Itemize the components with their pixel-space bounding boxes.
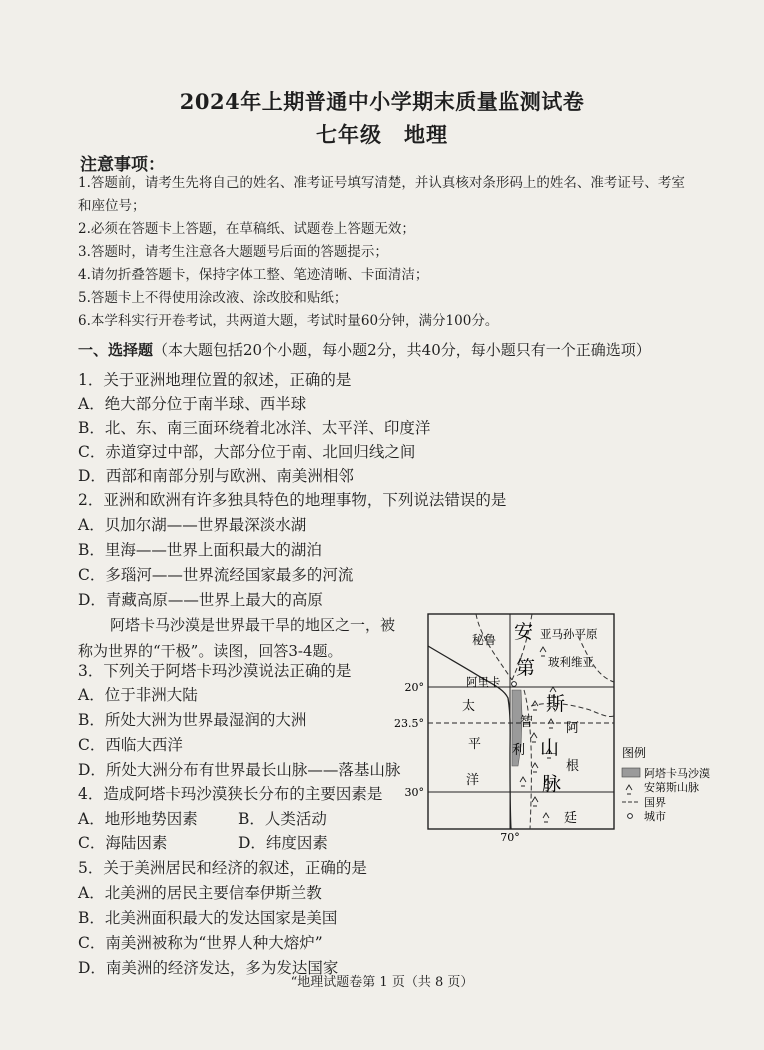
pacific-char: 太 — [462, 699, 476, 714]
chile-char: 利 — [512, 743, 526, 758]
legend-title: 图例 — [622, 746, 647, 760]
pacific-char: 平 — [468, 737, 482, 752]
option-1a: A．绝大部分位于南半球、西半球 — [78, 395, 307, 413]
notice-line: 1.答题前，请考生先将自己的姓名、准考证号填写清楚，并认真核对条形码上的姓名、准考证号、考室 — [78, 175, 685, 191]
lat-30-label: 30° — [404, 786, 424, 799]
passage-line: 阿塔卡马沙漠是世界最干旱的地区之一，被 — [110, 616, 396, 634]
andes-char: 山 — [540, 737, 560, 759]
bolivia-label: 玻利维亚 — [548, 655, 594, 669]
option-2a: A．贝加尔湖——世界最深淡水湖 — [78, 516, 307, 534]
notice-line: 5.答题卡上不得使用涂改液、涂改胶和贴纸； — [78, 290, 348, 306]
legend-border-label: 国界 — [644, 796, 666, 809]
option-4d: D．纬度因素 — [238, 834, 328, 852]
legend-city-label: 城市 — [644, 810, 666, 823]
exam-subtitle: 七年级 地理 — [316, 122, 448, 147]
option-2d: D．青藏高原——世界上最大的高原 — [78, 591, 323, 609]
option-3d: D．所处大洲分布有世界最长山脉——落基山脉 — [78, 761, 401, 779]
passage — [78, 612, 408, 664]
pacific-char: 洋 — [466, 773, 480, 788]
question-5: 5．关于美洲居民和经济的叙述，正确的是 — [78, 859, 367, 877]
option-5b: B．北美洲面积最大的发达国家是美国 — [78, 909, 338, 927]
border-chile-argentina — [524, 690, 531, 829]
question-4: 4．造成阿塔卡玛沙漠狭长分布的主要因素是 — [78, 785, 383, 803]
question-1: 1．关于亚洲地理位置的叙述，正确的是 — [78, 371, 352, 389]
section-description: （本大题包括20个小题，每小题2分，共40分，每小题只有一个正确选项） — [153, 341, 651, 359]
option-1b: B．北、东、南三面环绕着北冰洋、太平洋、印度洋 — [78, 419, 431, 437]
lat-23-label: 23.5° — [394, 717, 424, 730]
legend-desert-swatch — [622, 768, 640, 777]
option-1d: D．西部和南部分别与欧洲、南美洲相邻 — [78, 467, 354, 485]
page-footer: “地理试题卷第 1 页（共 8 页） — [290, 975, 474, 990]
andes-char: 脉 — [542, 773, 562, 795]
arica-city-marker — [512, 682, 517, 687]
andes-char: 第 — [516, 657, 536, 679]
lon-70-label: 70° — [500, 831, 520, 844]
option-5d: D．南美洲的经济发达，多为发达国家 — [78, 959, 339, 977]
section-heading — [78, 339, 651, 360]
section-label: 一、选择题 — [78, 341, 154, 359]
notice-line: 6.本学科实行开卷考试，共两道大题，考试时量60分钟，满分100分。 — [78, 313, 499, 329]
option-3b: B．所处大洲为世界最湿润的大洲 — [78, 711, 307, 729]
option-3c: C．西临大西洋 — [78, 736, 183, 754]
option-3a: A．位于非洲大陆 — [78, 686, 198, 704]
option-1c: C．赤道穿过中部，大部分位于南、北回归线之间 — [78, 443, 416, 461]
border-peru-brazil — [476, 614, 512, 680]
andes-char: 斯 — [546, 693, 566, 715]
option-5c: C．南美洲被称为“世界人种大熔炉” — [78, 934, 323, 952]
notice-line: 2.必须在答题卡上答题，在草稿纸、试题卷上答题无效； — [78, 221, 415, 237]
argentina-char: 阿 — [566, 721, 580, 736]
argentina-char: 根 — [566, 759, 580, 774]
question-3: 3．下列关于阿塔卡玛沙漠说法正确的是 — [78, 662, 352, 680]
option-4b: B．人类活动 — [238, 810, 327, 828]
lat-20-label: 20° — [404, 681, 424, 694]
legend-city-marker — [628, 814, 633, 819]
option-2c: C．多瑙河——世界流经国家最多的河流 — [78, 566, 354, 584]
notice-line: 和座位号； — [78, 198, 146, 214]
atacama-map — [394, 606, 760, 844]
notice-line: 3.答题时，请考生注意各大题题号后面的答题提示； — [78, 244, 388, 260]
notice-line: 4.请勿折叠答题卡，保持字体工整、笔迹清晰、卡面清洁； — [78, 267, 429, 283]
exam-title: 2024年上期普通中小学期末质量监测试卷 — [179, 89, 585, 114]
border-bolivia-argentina — [531, 703, 614, 716]
arica-label: 阿里卡 — [466, 675, 501, 689]
option-4c: C．海陆因素 — [78, 834, 168, 852]
option-4a: A．地形地势因素 — [78, 810, 198, 828]
argentina-char: 廷 — [564, 811, 578, 826]
notice-list — [78, 172, 728, 333]
option-5a: A．北美洲的居民主要信奉伊斯兰教 — [78, 884, 322, 902]
notice-heading: 注意事项： — [80, 155, 165, 175]
legend-mountain-icon — [626, 785, 632, 794]
passage-line: 称为世界的“干极”。读图，回答3-4题。 — [78, 642, 343, 660]
legend-mountain-label: 安第斯山脉 — [644, 781, 699, 794]
andes-char: 安 — [514, 621, 534, 643]
option-2b: B．里海——世界上面积最大的湖泊 — [78, 541, 322, 559]
amazon-label: 亚马孙平原 — [540, 627, 598, 641]
question-2: 2．亚洲和欧洲有许多独具特色的地理事物，下列说法错误的是 — [78, 491, 507, 509]
legend-desert-label: 阿塔卡马沙漠 — [644, 767, 710, 780]
chile-char: 智 — [520, 715, 534, 730]
peru-label: 秘鲁 — [472, 633, 497, 647]
